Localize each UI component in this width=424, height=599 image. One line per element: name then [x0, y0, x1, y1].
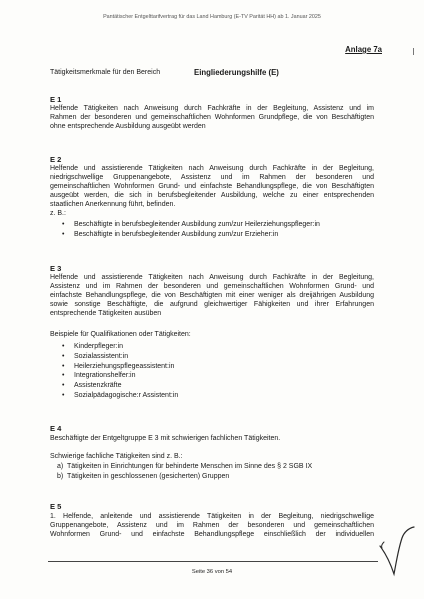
item-text: Tätigkeiten in Einrichtungen für behinderte Menschen im Sinne des § 2 SGB IX: [67, 463, 313, 470]
e1-line-2: Rahmen der besonderen und gemeinschaftlichen Wohnformen Grundpflege, die von Beschäftigten: [50, 114, 374, 121]
item-text: Tätigkeiten in geschlossenen (gesicherten) Gruppen: [67, 473, 230, 480]
e3-line-2: Assistenz und im Rahmen der besonderen und gemeinschaftlichen Wohnformen Grund- und: [50, 283, 374, 290]
area-title: Eingliederungshilfe (E): [194, 68, 279, 77]
e3-heading: E 3: [50, 264, 62, 273]
e2-line-3: gemeinschaftlichen Wohnformen Grund- und einfachste Behandlungspflege, die von Beschäftigten: [50, 183, 374, 190]
e3-line-5: entsprechende Tätigkeiten ausüben: [50, 310, 162, 317]
list-item: • Beschäftigte in berufsbegleitender Ausbildung zum/zur Heilerziehungspfleger:in: [62, 220, 320, 230]
item-marker: a): [57, 463, 64, 470]
e4-item-a: [57, 462, 312, 472]
e3-line-1: Helfende und assistierende Tätigkeiten nach Anweisung durch Fachkräfte in der Begleitung,: [50, 274, 374, 281]
list-item: • Assistenzkräfte: [62, 381, 178, 391]
list-item: • Kinderpfleger:in: [62, 342, 178, 352]
e4-item-b: [57, 472, 229, 482]
e1-line-1: Helfende Tätigkeiten nach Anweisung durch Fachkräfte in der Begleitung, Assistenz und im: [50, 105, 374, 112]
list-item: • Sozialpädagogische:r Assistent:in: [62, 391, 178, 401]
list-item: • Sozialassistent:in: [62, 352, 178, 362]
margin-mark: [413, 48, 414, 55]
e2-line-1: Helfende und assistierende Tätigkeiten nach Anweisung durch Fachkräfte in der Begleitung,: [50, 165, 374, 172]
area-label: Tätigkeitsmerkmale für den Bereich: [50, 69, 161, 76]
e5-line-2: Gruppenangebote, Assistenz und im Rahmen der besonderen und gemeinschaftlichen: [50, 522, 374, 529]
e3-bullet-list: [62, 342, 178, 401]
e1-line-3: ohne entsprechende Ausbildung ausgeübt werden: [50, 123, 206, 130]
list-item: • Beschäftigte in berufsbegleitender Ausbildung zum/zur Erzieher:in: [62, 230, 320, 240]
page-number: Seite 36 von 54: [191, 569, 233, 575]
item-marker: b): [57, 473, 64, 480]
document-header: Pantätischer Entgelttarifvertrag für das Land Hamburg (E-TV Paritát HH) ab 1. Januar 2025: [103, 14, 321, 20]
e3-line-3: einfachste Behandlungspflege, die von Beschäftigten mit einer weniger als dreijährigen Ausbildung: [50, 292, 374, 299]
e4-heading: E 4: [50, 424, 62, 433]
annex-label: Anlage 7a: [345, 45, 382, 54]
list-item: • Heilerziehungspflegeassistent:in: [62, 362, 178, 372]
e2-zb-label: z. B.:: [50, 210, 66, 217]
e4-examples-label: Schwierige fachliche Tätigkeiten sind z. B.:: [50, 453, 183, 460]
e5-heading: E 5: [50, 502, 62, 511]
e2-line-5: staatlichen Anerkennung führt, befinden.: [50, 201, 176, 208]
e3-line-4: sowie sonstige Beschäftigte, die aufgrund gleichwertiger Fähigkeiten und ihrer Erfahrungen: [50, 301, 374, 308]
e5-line-1: 1. Helfende, anleitende und assistierende Tätigkeiten in der Begleitung, niedrigschwellige: [50, 513, 374, 520]
e5-line-3: Wohnformen Grund- und einfachste Behandlungspflege einschließlich der individuellen: [50, 531, 374, 538]
footer-divider: [48, 561, 378, 562]
e3-examples-label: Beispiele für Qualifikationen oder Tätigkeiten:: [50, 331, 191, 338]
e4-line: Beschäftigte der Entgeltgruppe E 3 mit schwierigen fachlichen Tätigkeiten.: [50, 435, 281, 442]
e2-line-4: ausgeübt werden, die sich in berufsbegleitender Ausbildung, welche zu einer entsprechenden: [50, 192, 374, 199]
e2-heading: E 2: [50, 155, 62, 164]
e1-heading: E 1: [50, 95, 62, 104]
e2-line-2: niedrigschwellige Gruppenangebote, Assistenz und im Rahmen der besonderen und: [50, 174, 374, 181]
list-item: • Integrationshelfer:in: [62, 371, 178, 381]
e2-bullet-list: [62, 220, 320, 240]
